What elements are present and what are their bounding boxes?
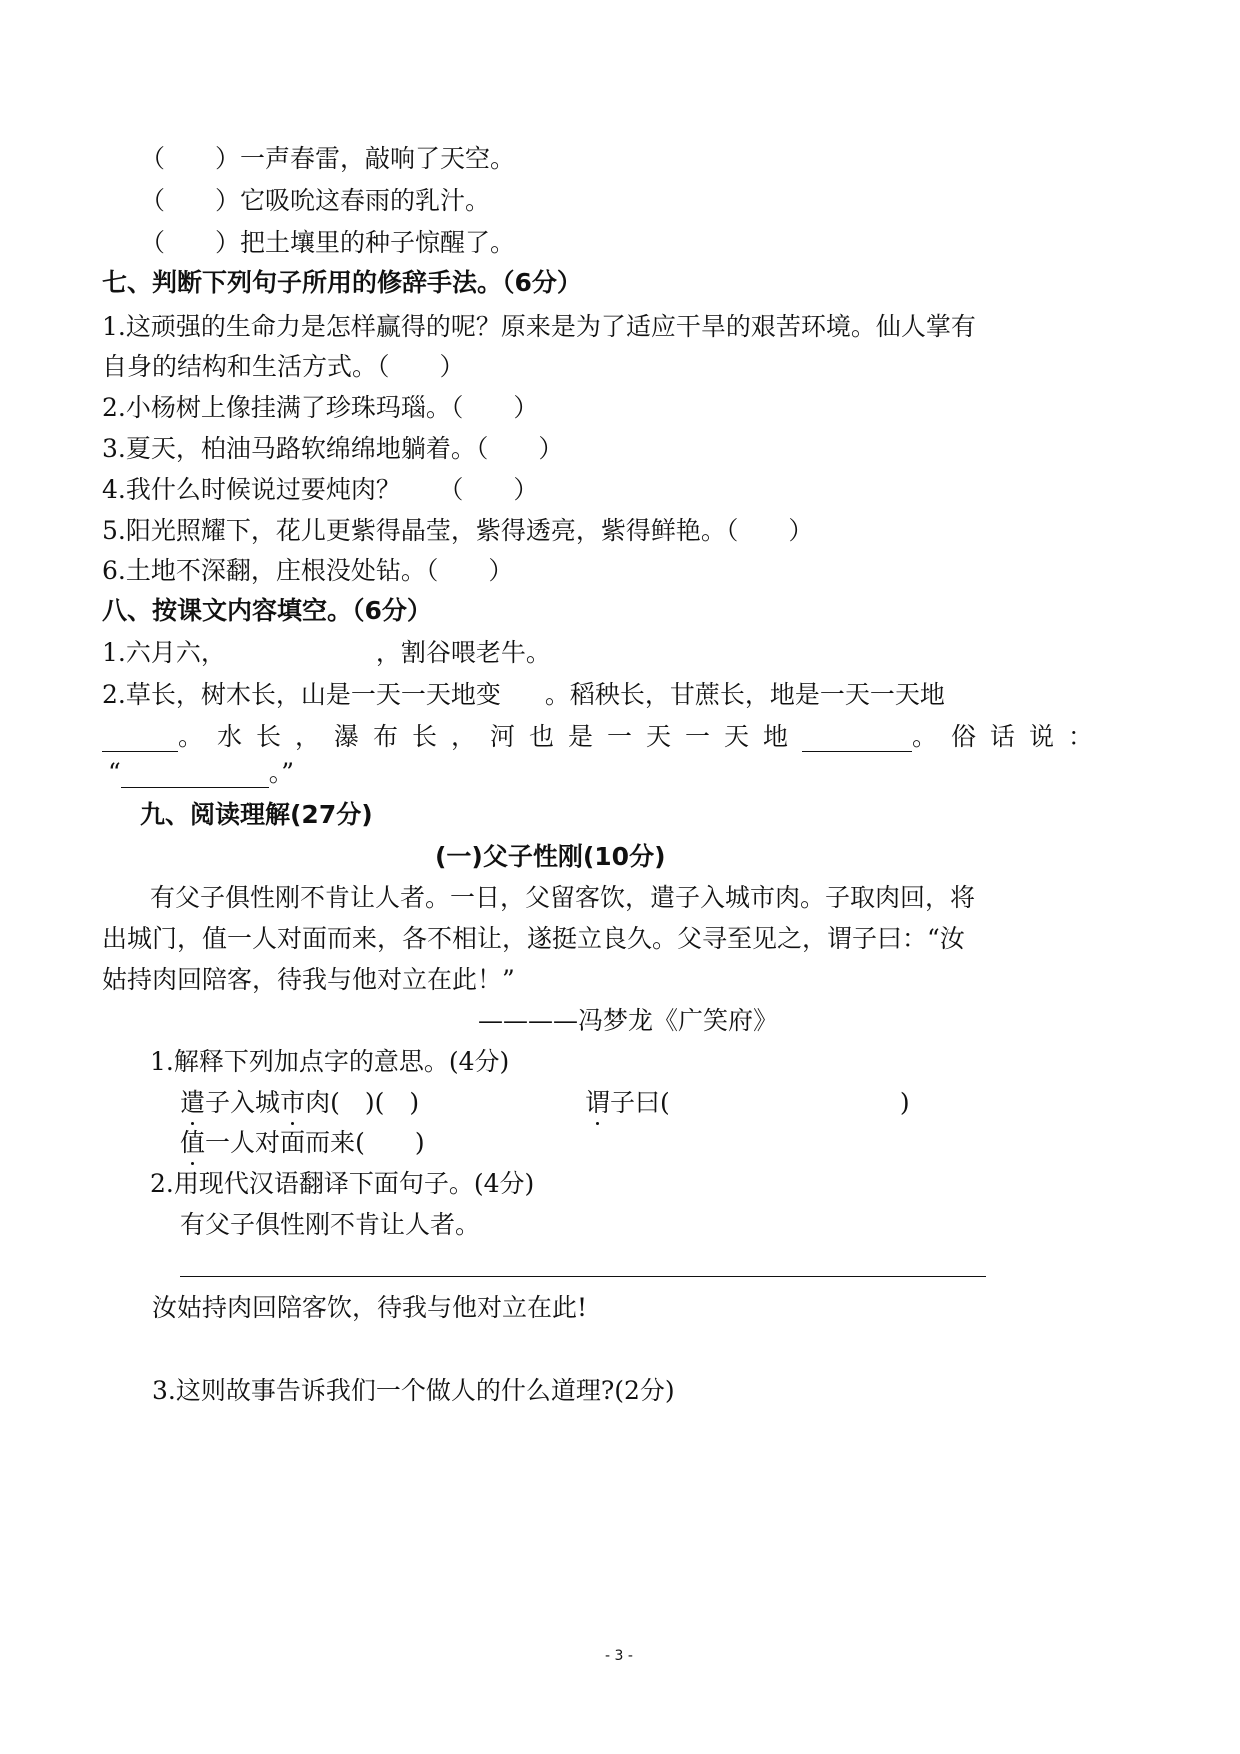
question-9-3-title: 3.这则故事告诉我们一个做人的什么道理?(2分) [152,1376,675,1405]
fill-blank[interactable] [802,727,912,752]
char: 曰 [635,1088,661,1117]
char: 城 [255,1088,281,1117]
answer-line[interactable] [180,1276,986,1277]
choice-item [140,144,515,174]
char: 一 [205,1128,231,1157]
char: 来 [330,1128,356,1157]
char: 面 [280,1128,306,1157]
question-7-5[interactable]: 5.阳光照耀下，花儿更紫得晶莹，紫得透亮，紫得鲜艳。（ ） [102,516,814,545]
answer-paren[interactable]: ( ) [355,1128,425,1157]
dotted-char: 值 [180,1128,206,1157]
item-text: 它吸吮这春雨的乳汁。 [240,186,491,215]
question-7-1-line2[interactable]: 自身的结构和生活方式。（ ） [102,352,465,381]
char: 入 [230,1088,256,1117]
question-7-1-line1: 1.这顽强的生命力是怎样赢得的呢？原来是为了适应干旱的艰苦环境。仙人掌有 [102,312,976,341]
question-8-2-line3: “ 。” [108,758,295,787]
dotted-char: 谓 [585,1088,611,1117]
question-9-1-title: 1.解释下列加点字的意思。(4分) [150,1047,510,1076]
question-7-4[interactable]: 4.我什么时候说过要炖肉？ （ ） [102,475,539,504]
answer-paren[interactable]: （ ） [140,186,241,215]
item-text: 把土壤里的种子惊醒了。 [240,228,516,257]
translate-sentence-2: 汝姑持肉回陪客饮，待我与他对立在此! [152,1293,588,1322]
passage-line: 有父子俱性刚不肯让人者。一日，父留客饮，遣子入城市肉。子取肉回，将 [150,883,976,912]
passage-line: 姑持肉回陪客，待我与他对立在此！” [102,965,515,994]
dotted-phrase [180,1088,330,1117]
dotted-phrase [180,1128,355,1157]
question-9-2-title: 2.用现代汉语翻译下面句子。(4分) [150,1169,535,1198]
item-text: 一声春雷，敲响了天空。 [240,144,516,173]
char: 肉 [305,1088,331,1117]
dotted-char: 市 [280,1088,306,1117]
question-7-2[interactable]: 2.小杨树上像挂满了珍珠玛瑙。（ ） [102,393,539,422]
fill-blank[interactable] [121,763,269,788]
page-number: - 3 - [605,1648,633,1664]
section-8-title: 八、按课文内容填空。（6分） [102,596,432,625]
question-9-1-row1b: 谓子曰( ) [585,1088,910,1117]
char: 对 [255,1128,281,1157]
dotted-char: 遣 [180,1088,206,1117]
answer-paren[interactable]: （ ） [140,144,241,173]
question-8-2-line1: 2.草长，树木长，山是一天一天地变 。稻秧长，甘蔗长，地是一天一天地 [102,680,945,709]
passage-1-title: (一)父子性刚(10分) [435,842,666,871]
question-9-1-row2 [180,1128,425,1158]
answer-paren[interactable]: （ ） [140,228,241,257]
question-8-2-line2: 。水长，瀑布长，河也是一天一天地 。俗话说： [102,722,1107,752]
dotted-phrase [585,1088,660,1117]
char: 而 [305,1128,331,1157]
passage-source: ————冯梦龙《广笑府》 [478,1006,779,1035]
fill-blank[interactable] [102,727,178,752]
section-7-title: 七、判断下列句子所用的修辞手法。（6分） [102,268,582,297]
char: 子 [205,1088,231,1117]
question-7-3[interactable]: 3.夏天，柏油马路软绵绵地躺着。（ ） [102,434,564,463]
translate-sentence-1: 有父子俱性刚不肯让人者。 [180,1210,481,1239]
question-7-6[interactable]: 6.土地不深翻，庄根没处钻。（ ） [102,556,514,585]
passage-line: 出城门，值一人对面而来，各不相让，遂挺立良久。父寻至见之，谓子曰：“汝 [102,924,965,953]
question-8-1: 1.六月六， ，割谷喂老牛。 [102,638,551,667]
choice-item [140,186,490,216]
char: 子 [610,1088,636,1117]
char: 人 [230,1128,256,1157]
choice-item [140,228,515,258]
question-9-1-row1 [180,1088,419,1118]
section-9-title: 九、阅读理解(27分) [140,800,373,829]
answer-paren[interactable]: ( )( ) [330,1088,420,1117]
